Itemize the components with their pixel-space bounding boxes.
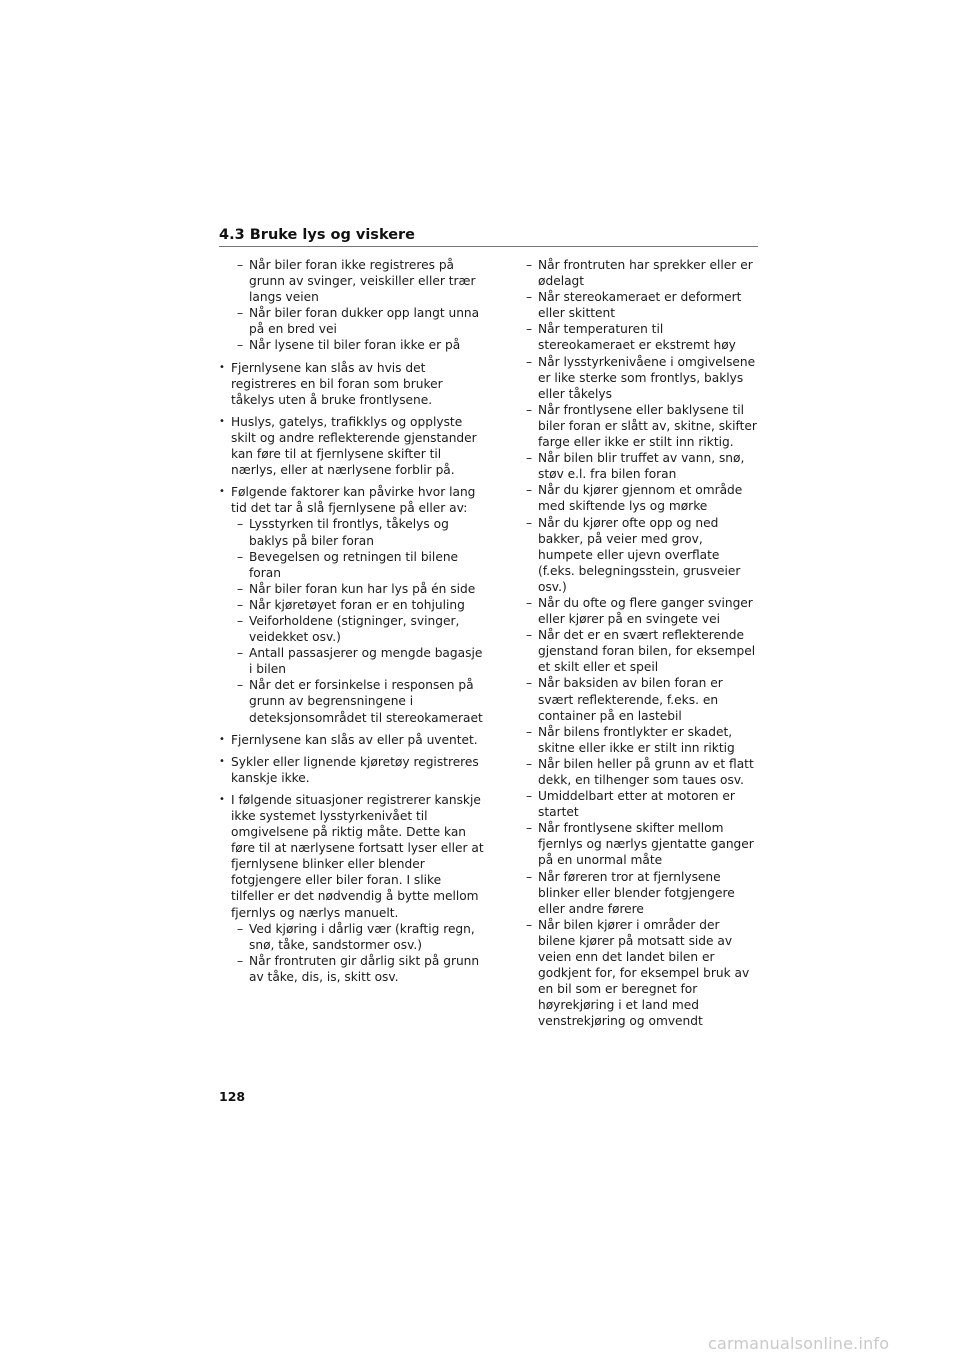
list-item: – Når biler foran ikke registreres på grunn av svinger, veiskiller eller trær langs veien — [237, 257, 484, 305]
page-number: 128 — [219, 1089, 246, 1104]
list-item: – Når temperaturen til stereokameraet er ekstremt høy — [526, 321, 758, 353]
bullet-text: • Fjernlysene kan slås av eller på uventet. — [231, 732, 478, 747]
left-column — [219, 257, 484, 985]
list-item: – Ved kjøring i dårlig vær (kraftig regn, snø, tåke, sandstormer osv.) — [237, 921, 484, 953]
list-item: – Når frontlysene eller baklysene til biler foran er slått av, skitne, skifter farge eller ikke er stilt inn riktig. — [526, 402, 758, 450]
list-item: – Når du kjører ofte opp og ned bakker, på veier med grov, humpete eller ujevn overflate (f.eks. belegningsstein, grusveier osv.) — [526, 515, 758, 595]
list-item: – Når frontlysene skifter mellom fjernlys og nærlys gjentatte ganger på en unormal måte — [526, 820, 758, 868]
list-item: – Når du kjører gjennom et område med skiftende lys og mørke — [526, 482, 758, 514]
section-header — [219, 224, 758, 247]
list-item: – Når baksiden av bilen foran er svært reflekterende, f.eks. en container på en lastebil — [526, 675, 758, 723]
bullet-text: • Sykler eller lignende kjøretøy registreres kanskje ikke. — [231, 754, 479, 785]
list-item: – Når bilens frontlykter er skadet, skitne eller ikke er stilt inn riktig — [526, 724, 758, 756]
list-item: – Antall passasjerer og mengde bagasje i bilen — [237, 645, 484, 677]
bullet-text: • Huslys, gatelys, trafikklys og opplyste skilt og andre reflekterende gjenstander kan føre til at fjernlysene skifter til nærlys, eller at nærlysene forblir på. — [231, 414, 477, 478]
list-item: – Bevegelsen og retningen til bilene foran — [237, 549, 484, 581]
list-item: – Når føreren tror at fjernlysene blinker eller blender fotgjengere eller andre førere — [526, 869, 758, 917]
list-item: – Når bilen kjører i områder der bilene kjører på motsatt side av veien enn det landet bilen er godkjent for, for eksempel bruk av en bil som er beregnet for høyrekjøring i et land med venstrekjøring og omvendt — [526, 917, 758, 1030]
intro-dash-list — [219, 257, 484, 354]
bullet-item — [219, 360, 484, 408]
bullet-item — [219, 754, 484, 786]
bullet-text: • I følgende situasjoner registrerer kanskje ikke systemet lysstyrkenivået til omgivelsene på riktig måte. Dette kan føre til at nærlysene fortsatt lyser eller at fjernlysene blinker eller blender fotgjengere eller biler foran. I slike tilfeller er det nødvendig å bytte mellom fjernlys og nærlys manuelt. — [231, 792, 484, 920]
bullet-item — [219, 414, 484, 478]
list-item: – Når bilen blir truffet av vann, snø, støv e.l. fra bilen foran — [526, 450, 758, 482]
list-item: – Når frontruten har sprekker eller er ødelagt — [526, 257, 758, 289]
list-item: – Umiddelbart etter at motoren er startet — [526, 788, 758, 820]
watermark-text: carmanualsonline.info — [708, 1334, 890, 1353]
list-item: – Når lysene til biler foran ikke er på — [237, 337, 484, 353]
bullet-item — [219, 484, 484, 725]
list-item: – Når stereokameraet er deformert eller skittent — [526, 289, 758, 321]
list-item: – Når biler foran kun har lys på én side — [237, 581, 484, 597]
list-item: – Når det er en svært reflekterende gjenstand foran bilen, for eksempel et skilt eller et speil — [526, 627, 758, 675]
bullet-item — [219, 792, 484, 985]
list-item: – Når biler foran dukker opp langt unna på en bred vei — [237, 305, 484, 337]
list-item: – Når det er forsinkelse i responsen på grunn av begrensningene i deteksjonsområdet til stereokameraet — [237, 677, 484, 725]
section-title: 4.3 Bruke lys og viskere — [219, 227, 416, 243]
bullet-item — [219, 732, 484, 748]
list-item: – Når kjøretøyet foran er en tohjuling — [237, 597, 484, 613]
list-item: – Når du ofte og flere ganger svinger eller kjører på en svingete vei — [526, 595, 758, 627]
list-item: – Veiforholdene (stigninger, svinger, veidekket osv.) — [237, 613, 484, 645]
bullet-text: • Følgende faktorer kan påvirke hvor lang tid det tar å slå fjernlysene på eller av: — [231, 485, 476, 516]
list-item: – Når frontruten gir dårlig sikt på grunn av tåke, dis, is, skitt osv. — [237, 953, 484, 985]
list-item: – Når lysstyrkenivåene i omgivelsene er like sterke som frontlys, baklys eller tåkelys — [526, 354, 758, 402]
list-item: – Når bilen heller på grunn av et flatt dekk, en tilhenger som taues osv. — [526, 756, 758, 788]
right-column — [526, 257, 758, 1030]
list-item: – Lysstyrken til frontlys, tåkelys og baklys på biler foran — [237, 516, 484, 548]
bullet-text: • Fjernlysene kan slås av hvis det registreres en bil foran som bruker tåkelys uten å bruke frontlysene. — [231, 360, 443, 407]
